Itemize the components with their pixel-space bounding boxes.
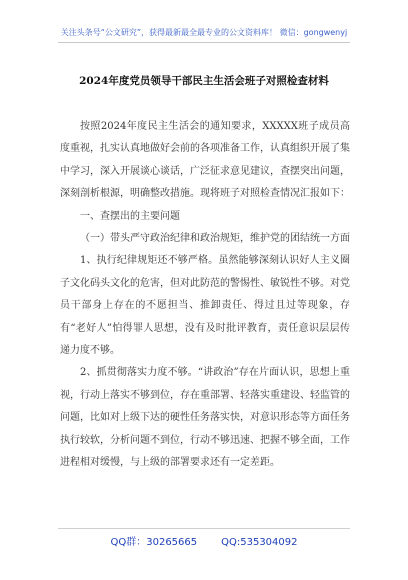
intro-paragraph: 按照2024年度民主生活会的通知要求，XXXXX班子成员高度重视，扎实认真地做好会前的各项准备工作，认真组织开展了集中学习，深入开展谈心谈话，广泛征求意见建议，查摆突出问题，深刻剖析根源，明确整改措施。现将班子对照检查情况汇报如下： [60,121,350,200]
footer-qq-group: QQ群：30265665 [110,537,198,548]
subsection-heading: （一）带头严守政治纪律和政治规矩，维护党的团结统一方面 [80,233,350,245]
document-title: 2024年度党员领导干部民主生活会班子对照检查材料 [79,75,329,87]
footer [0,533,408,548]
header-divider [58,42,350,43]
document-body [60,116,350,475]
header-note: 关注头条号“公文研究”，获得最新最全最专业的公文资料库！ 微信：gongwenyj [60,28,348,37]
footer-divider [58,528,350,529]
footer-qq-number: QQ:535304092 [221,537,298,548]
body-paragraph: 2、抓贯彻落实力度不够。“讲政治”存在片面认识，思想上重视，行动上落实不够到位，存在重部署、轻落实重建设、轻监管的问题，比如对上级下达的硬性任务落实快，对意识形态等方面任务执行较软，分析问题不到位，行动不够迅速、把握不够全面，工作进程相对缓慢，与上级的部署要求还有一定差距。 [60,367,350,469]
body-paragraph: 1、执行纪律规矩还不够严格。虽然能够深刻认识好人主义圈子文化码头文化的危害，但对此防范的警惕性、敏锐性不够。对党员干部身上存在的不愿担当、推卸责任、得过且过等现象，存有“老好人”怕得罪人思想，没有及时批评教育，责任意识层层传递力度不够。 [60,255,350,357]
section-heading: 一、查摆出的主要问题 [80,210,180,222]
